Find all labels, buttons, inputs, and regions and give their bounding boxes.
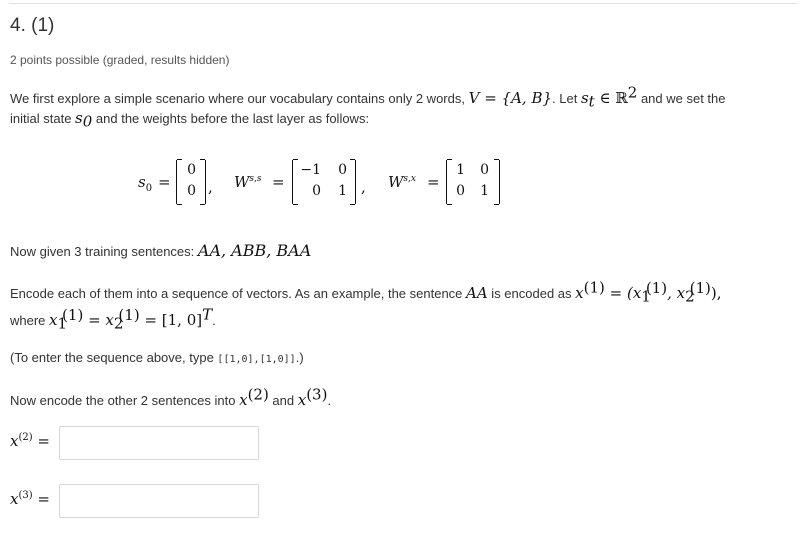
x-sup: (2) — [247, 385, 269, 404]
equals-sign: = — [427, 173, 440, 191]
reals-math: ∈ ℝ — [594, 89, 628, 107]
intro-text-c: and we set the — [637, 91, 726, 106]
vocab-math: V = {A, B} — [468, 89, 553, 107]
training-line — [10, 241, 311, 260]
x-sub: 2 — [685, 287, 695, 306]
encode-math: = [1, 0] — [139, 311, 203, 329]
example-sentence: AA — [466, 284, 488, 302]
instruction-text: Now encode the other 2 sentences into — [10, 393, 240, 408]
intro-text-e: and the weights before the last layer as follows: — [92, 111, 370, 126]
instruction-line — [10, 385, 332, 409]
state-sub: t — [588, 92, 595, 111]
matrix-cell: 1 — [480, 183, 489, 199]
state-math: s — [580, 89, 589, 107]
intro-line-2 — [10, 109, 370, 131]
hint-code: [[1,0],[1,0]] — [217, 354, 296, 365]
matrix-cell: 0 — [480, 162, 489, 178]
wss-label: W$^{s,s}$ — [234, 173, 262, 191]
x-sub: 1 — [641, 287, 651, 306]
encode-math: = x — [83, 311, 114, 329]
intro-line-1 — [10, 83, 726, 111]
training-text: Now given 3 training sentences: — [10, 244, 198, 259]
encode-math: = (x — [604, 284, 642, 302]
x-sup: (1) — [583, 278, 605, 297]
intro-text-a: We first explore a simple scenario where our vocabulary contains only 2 words, — [10, 91, 469, 106]
x-symbol: x — [575, 284, 584, 302]
matrix-cell: 0 — [312, 183, 321, 199]
x-sup: (1) — [689, 278, 711, 297]
wsx-label: W$^{s,x}$ — [388, 173, 416, 191]
x-sup: (1) — [62, 305, 84, 324]
equals-sign: = — [272, 173, 285, 191]
encode-line-1 — [10, 278, 722, 306]
matrix-cell: 0 — [456, 183, 465, 199]
hint-line — [10, 350, 304, 365]
encode-text-b: is encoded as — [487, 286, 576, 301]
x-symbol: x — [239, 391, 248, 409]
answer-label-x2: $x^{(2)}$ = — [10, 432, 50, 450]
x-sup: (3) — [306, 385, 328, 404]
hint-text-a: (To enter the sequence above, type — [10, 350, 218, 365]
matrix-cell: 0 — [187, 183, 196, 199]
instruction-and: and — [268, 393, 298, 408]
problem-title: 4. (1) — [10, 15, 55, 36]
hint-text-b: .) — [295, 350, 304, 365]
x-sub: 2 — [113, 314, 124, 333]
encode-text-c: where — [10, 313, 50, 328]
top-divider — [9, 3, 797, 4]
wss-matrix — [292, 160, 356, 204]
matrix-cell: −1 — [300, 162, 321, 178]
encode-text-a: Encode each of them into a sequence of vectors. As an example, the sentence — [10, 286, 467, 301]
s0-math: s — [75, 109, 83, 127]
equals-sign: = — [158, 173, 171, 191]
wsx-matrix — [446, 160, 500, 204]
transpose-sup: T — [202, 305, 213, 324]
period: . — [327, 393, 332, 408]
x-symbol: x — [297, 391, 307, 409]
answer-input-x2[interactable] — [59, 426, 259, 460]
period: . — [212, 313, 216, 328]
matrix-cell: 0 — [338, 162, 347, 178]
encode-math: ), — [710, 284, 722, 302]
matrix-cell: 0 — [187, 162, 196, 178]
x-sub: 1 — [57, 314, 68, 333]
points-info: 2 points possible (graded, results hidden) — [10, 53, 230, 67]
matrix-cell: 1 — [338, 183, 347, 199]
answer-label-x3: $x^{(3)}$ = — [10, 490, 50, 508]
matrix-cell: 1 — [456, 162, 465, 178]
intro-text-d: initial state — [10, 111, 76, 126]
encode-line-2 — [10, 305, 216, 333]
x-sup: (1) — [118, 305, 140, 324]
reals-sup: 2 — [627, 83, 638, 102]
x-symbol: x — [49, 311, 58, 329]
comma: , — [361, 178, 366, 196]
s0-label: $s_0$ — [138, 173, 153, 194]
encode-math: , x — [667, 284, 686, 302]
answer-input-x3[interactable] — [59, 484, 259, 518]
s0-vector — [176, 160, 206, 204]
intro-text-b: . Let — [552, 91, 581, 106]
x-sup: (1) — [645, 278, 668, 297]
comma: , — [208, 178, 213, 196]
s0-sub: 0 — [82, 112, 93, 131]
training-sentences: AA, ABB, BAA — [197, 241, 312, 260]
